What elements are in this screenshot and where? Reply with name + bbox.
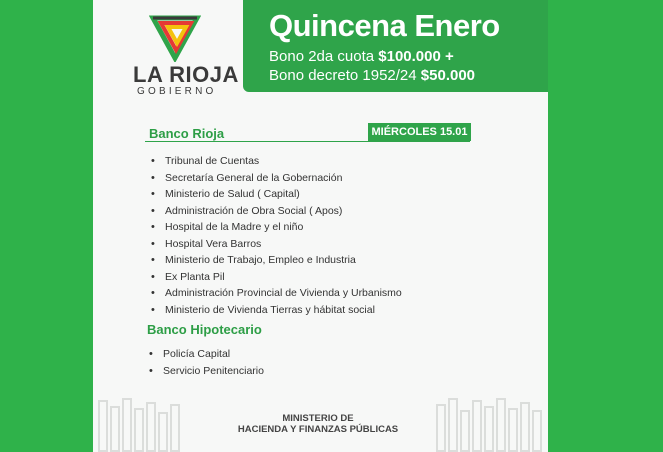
- list-item: • Administración de Obra Social ( Apos): [151, 203, 402, 220]
- logo-name: LA RIOJA: [133, 62, 239, 87]
- banco-rioja-heading: Banco Rioja: [149, 126, 225, 141]
- announcement-card: [93, 0, 548, 452]
- list-item: • Policía Capital: [149, 346, 264, 363]
- la-rioja-emblem-icon: [149, 14, 201, 62]
- bonus-1-label: Bono 2da cuota: [269, 48, 375, 65]
- list-item: • Servicio Penitenciario: [149, 363, 264, 380]
- list-item: • Tribunal de Cuentas: [151, 153, 402, 170]
- list-item: • Administración Provincial de Vivienda y Urbanismo: [151, 285, 402, 302]
- list-item: • Ex Planta Pil: [151, 269, 402, 286]
- bonus-2-label: Bono decreto 1952/24: [269, 67, 417, 84]
- list-item: • Ministerio de Vivienda Tierras y hábitat social: [151, 302, 402, 319]
- bonus-2-amount: $50.000: [420, 67, 476, 84]
- banco-rioja-list: [151, 153, 402, 318]
- page-title: Quincena Enero: [269, 8, 500, 43]
- bonus-1-amount: $100.000 +: [378, 48, 454, 65]
- footer-pattern-left: [95, 395, 190, 452]
- bonus-line-1: [269, 48, 454, 65]
- logo-subtitle: GOBIERNO: [137, 86, 217, 97]
- ministry-footer: [223, 413, 413, 435]
- banco-hipotecario-list: [149, 346, 264, 379]
- list-item: • Hospital Vera Barros: [151, 236, 402, 253]
- list-item: • Ministerio de Trabajo, Empleo e Industria: [151, 252, 402, 269]
- ministry-line-2: HACIENDA Y FINANZAS PÚBLICAS: [237, 424, 399, 435]
- banco-hipotecario-heading: Banco Hipotecario: [147, 322, 262, 337]
- date-badge: MIÉRCOLES 15.01: [368, 123, 471, 141]
- list-item: • Secretaría General de la Gobernación: [151, 170, 402, 187]
- ministry-line-1: MINISTERIO DE: [282, 413, 354, 424]
- bonus-line-2: [269, 67, 475, 84]
- footer-pattern-right: [433, 395, 548, 452]
- header-banner: [243, 0, 548, 92]
- list-item: • Hospital de la Madre y el niño: [151, 219, 402, 236]
- list-item: • Ministerio de Salud ( Capital): [151, 186, 402, 203]
- section-divider: [145, 141, 470, 142]
